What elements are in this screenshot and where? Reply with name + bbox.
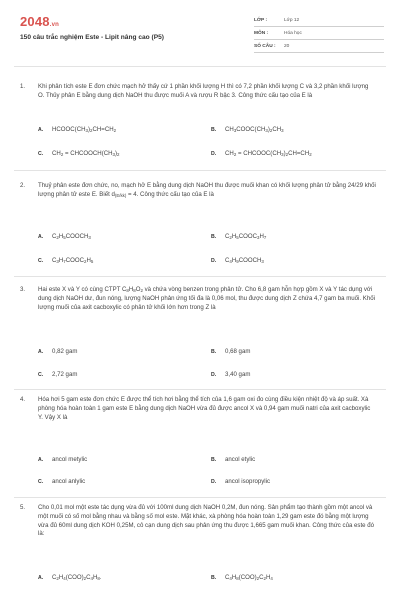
option-4a[interactable]: A. ancol metylic (38, 456, 88, 463)
document-title: 150 câu trắc nghiệm Este - Lipit nâng cao (P5) (20, 34, 165, 41)
site-logo[interactable]: 2048.vn (20, 14, 60, 29)
option-5b[interactable]: B. $C_4H_8(COO)_2C_2H_4$ (211, 574, 273, 582)
option-2c[interactable]: C. $C_3H_7COOC_2H_5$ (38, 257, 94, 265)
question-number: 4. (20, 396, 26, 403)
option-2a[interactable]: A. $C_2H_5COOCH_3$ (38, 233, 91, 241)
question-number: 3. (20, 286, 26, 293)
meta-class-value: Lớp 12 (284, 18, 300, 23)
question-divider (14, 276, 386, 277)
meta-subject-value: Hóa học (284, 31, 302, 36)
question-number: 2. (20, 182, 26, 189)
option-2b[interactable]: B. $C_2H_5COOC_3H_7$ (211, 233, 267, 241)
header-divider (14, 66, 386, 67)
option-3b[interactable]: B. 0,68 gam (211, 348, 251, 355)
question-stem: Khi phân tích este E đơn chức mạch hở thấy cứ 1 phần khối lượng H thì có 7,2 phần khối lượng C và 3,2 phần khối lượng O. Thủy phân E bằng dung dịch NaOH thu được muối A và rượu R bậc 3. Công thức cấu tạo của E là (38, 83, 369, 99)
question-stem: Hai este X và Y có cùng CTPT $C_8H_8O_2$ và chứa vòng benzen trong phân tử. Cho 6,8 gam hỗn hợp gồm X và Y tác dụng với dung dịch NaOH dư, đun nóng, lượng NaOH phản ứng tối đa là 0,06 mol, thu được dung dịch Z chứa 4,7 gam ba muối. Khối lượng muối của axit cacboxylic có phân tử khối lớn hơn trong Z là (38, 286, 375, 311)
question-stem: Cho 0,01 mol một este tác dụng vừa đủ với 100ml dung dịch NaOH 0,2M, đun nóng. Sản phẩm tạo thành gồm một ancol và một muối có số mol bằng nhau và bằng số mol este. Mặt khác, xà phòng hóa hoàn toàn 1,29 gam este đó bằng một lượng vừa đủ 60ml dung dịch KOH 0,25M, cô cạn dung dịch sau phản ứng thu được 1,665 gam muối khan. Công thức của este đó là: (38, 504, 375, 538)
question-divider (14, 389, 386, 390)
option-2d[interactable]: D. $C_4H_9COOCH_3$ (211, 257, 264, 265)
meta-subject-label: MÔN : (254, 31, 269, 36)
option-1c[interactable]: C. $CH_2$ = $CHCOOCH(CH_3)_2$ (38, 150, 120, 158)
option-4b[interactable]: B. ancol etylic (211, 456, 256, 463)
option-3d[interactable]: D. 3,40 gam (211, 371, 251, 378)
question-divider (14, 170, 386, 171)
option-1b[interactable]: B. $CH_3COOC(CH_3)_2CH_3$ (211, 126, 284, 134)
question-number: 5. (20, 504, 26, 511)
meta-subject (254, 30, 384, 40)
meta-count-label: SỐ CÂU : (254, 44, 276, 49)
question-divider (14, 497, 386, 498)
option-4c[interactable]: C. ancol anlylic (38, 478, 86, 485)
option-3a[interactable]: A. 0,82 gam (38, 348, 78, 355)
option-3c[interactable]: C. 2,72 gam (38, 371, 78, 378)
question-stem: Thuỷ phân este đơn chức, no, mạch hở E bằng dung dịch NaOH thu được muối khan có khối lượng phân tử bằng 24/29 khối lượng phân tử este E. Biết $d_{(E/kk)} = 4$. Công thức cấu tạo của E là (38, 182, 376, 198)
question-number: 1. (20, 83, 26, 90)
option-1a[interactable]: A. $HCOOC(CH_3)_2CH=CH_2$ (38, 126, 117, 134)
meta-class (254, 17, 384, 27)
option-5a[interactable]: A. $C_2H_4(COO)_2C_4H_8$. (38, 574, 102, 582)
meta-class-label: LỚP : (254, 18, 268, 23)
option-1d[interactable]: D. $CH_2$ = $CHCOOC(CH_3)_2CH=CH_2$ (211, 150, 312, 158)
question-stem: Hóa hơi 5 gam este đơn chức E được thể tích hơi bằng thể tích của 1,6 gam oxi đo cùng điều kiện nhiệt độ và áp suất. Xà phòng hóa hoàn toàn 1 gam este E bằng dung dịch NaOH vừa đủ được ancol X và 0,94 gam muối natri của axit cacboxylic Y. Vậy X là (38, 396, 371, 421)
meta-question-count (254, 43, 384, 53)
option-4d[interactable]: D. ancol isopropylic (211, 478, 271, 485)
meta-count-value: 20 (284, 44, 290, 49)
